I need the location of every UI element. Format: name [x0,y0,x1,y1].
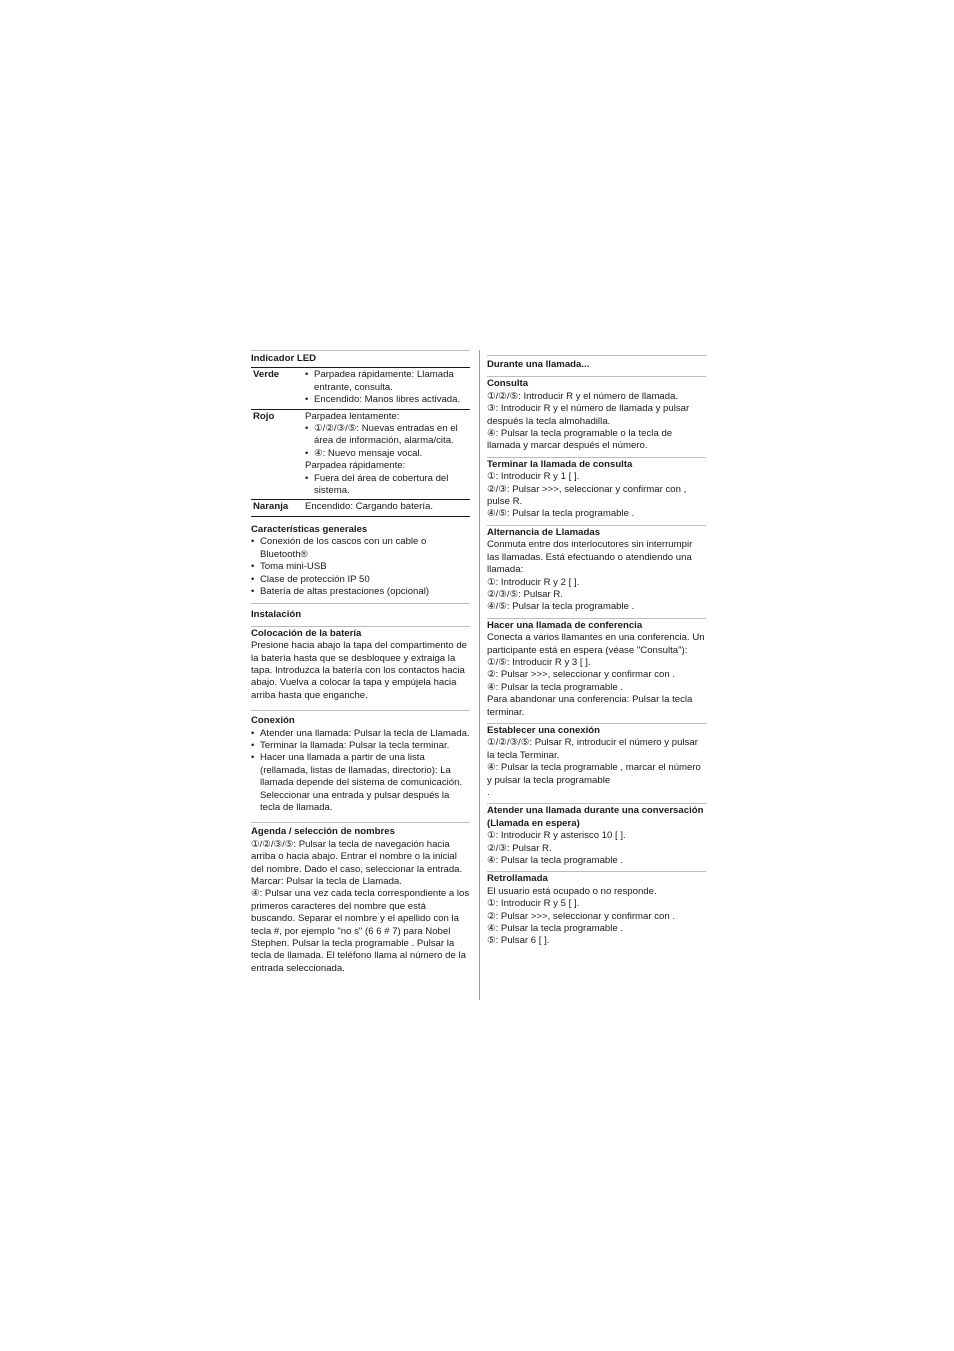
led-table [251,367,470,516]
section-line: ④: Pulsar la tecla programable , marcar el número y pulsar la tecla programable [487,762,701,786]
section-line: ③: Introducir R y el número de llamada y pulsar después la tecla almohadilla. [487,403,690,427]
section-line: ①: Introducir R y 2 [ ]. [487,576,580,588]
connection-list [251,728,470,815]
battery-title: Colocación de la batería [251,627,362,639]
list-item: • Toma mini-USB [251,561,470,573]
section-line: El usuario está ocupado o no responde. [487,885,657,897]
section-title: Consulta [487,378,529,390]
led-text: Encendido: Cargando batería. [305,501,434,513]
section-line: ④: Pulsar la tecla programable . [487,681,624,693]
section-title: Hacer una llamada de conferencia [487,619,643,631]
connection-title: Conexión [251,715,295,727]
led-title: Indicador LED [251,353,317,364]
section [487,458,706,521]
section-line: ④: Pulsar la tecla programable . [487,855,624,867]
led-bullet: • ①/②/③/⑤: Nuevas entradas en el área de información, alarma/cita. [305,423,470,448]
section [487,724,706,799]
section-line: Para abandonar una conferencia: Pulsar la tecla terminar. [487,694,693,718]
section-line: ①/②/③/⑤: Pulsar R, introducir el número y pulsar la tecla Terminar. [487,737,698,761]
led-bullet: • Fuera del área de cobertura del sistema. [305,473,470,498]
features-list [251,536,470,598]
section-title: Terminar la llamada de consulta [487,458,633,470]
led-description [305,500,470,516]
led-text: Parpadea lentamente: [305,410,400,422]
led-bullet: • Parpadea rápidamente: Llamada entrante, consulta. [305,369,470,394]
section [487,872,706,947]
section-line: Conecta a varios llamantes en una conferencia. Un participante está en espera (véase "Consulta"): [487,632,705,656]
section-line: ②: Pulsar >>>, seleccionar y confirmar con . [487,910,676,922]
section-line: ④: Pulsar la tecla programable . [487,923,624,935]
led-row [251,500,470,516]
list-item: • Batería de altas prestaciones (opcional) [251,586,470,598]
section-title: Establecer una conexión [487,724,601,736]
section [487,377,706,452]
section-line: ②/③/⑤: Pulsar R. [487,588,563,600]
section-line: ④/⑤: Pulsar la tecla programable . [487,601,635,613]
battery-text: Presione hacia abajo la tapa del compartimento de la batería hasta que se desbloquee y extraiga la tapa. Introduzca la batería con los contactos hacia abajo. Vuelva a colocar la tapa y empújela hacia arriba hasta que enganche. [251,640,467,701]
led-row [251,409,470,500]
led-bullet: • Encendido: Manos libres activada. [305,394,470,406]
features-title: Características generales [251,523,368,535]
led-text: Parpadea rápidamente: [305,460,406,472]
list-item: • Hacer una llamada a partir de una lista (rellamada, listas de llamadas, directorio): La llamada depende del sistema de comunicación. Seleccionar una entrada y pulsar después la tecla de llamada. [251,752,470,814]
right-column [487,355,706,948]
led-color: Verde [253,369,280,381]
section-title: Retrollamada [487,873,548,885]
during-call-title: Durante una llamada... [487,359,590,370]
section-line: ④: Pulsar la tecla programable o la tecla de llamada y marcar después el número. [487,428,673,452]
led-color: Rojo [253,410,275,422]
section [487,619,706,719]
led-row [251,368,470,409]
agenda-line: ④: Pulsar una vez cada tecla correspondiente a los primeros caracteres del nombre que está buscando. Separar el nombre y el apellido con la tecla #, por ejemplo "no s" (6 6 # 7) para Nobel Stephen. Pulsar la tecla programable . Pulsar la tecla de llamada. El teléfono llama al número de la entrada seleccionada. [251,888,470,974]
agenda-title: Agenda / selección de nombres [251,826,395,838]
list-item: • Atender una llamada: Pulsar la tecla de Llamada. [251,728,470,740]
section-line: ④/⑤: Pulsar la tecla programable . [487,508,635,520]
agenda-line: ①/②/③/⑤: Pulsar la tecla de navegación hacia arriba o hacia abajo. Entrar el nombre o la inicial del nombre. Dado el caso, seleccionar la entrada. Marcar: Pulsar la tecla de Llamada. [251,838,463,888]
section-line: Conmuta entre dos interlocutores sin interrumpir las llamadas. Está efectuando o atendiendo una llamada: [487,539,693,576]
section-line: . [487,787,490,798]
led-bullet: • ④: Nuevo mensaje vocal. [305,448,470,460]
section [487,804,706,867]
section-title: Alternancia de Llamadas [487,526,601,538]
section-line: ①: Introducir R y 1 [ ]. [487,471,580,483]
section-title: Atender una llamada durante una conversación (Llamada en espera) [487,805,704,829]
led-description [305,368,470,409]
led-color: Naranja [253,501,289,513]
section-line: ①/⑤: Introducir R y 3 [ ]. [487,656,591,668]
section-line: ⑤: Pulsar 6 [ ]. [487,935,550,947]
section [487,526,706,614]
left-column [251,350,470,975]
list-item: • Conexión de los cascos con un cable o Bluetooth® [251,536,470,561]
install-title: Instalación [251,609,302,621]
section-line: ①: Introducir R y asterisco 10 [ ]. [487,830,626,842]
section-line: ②/③: Pulsar >>>, seleccionar y confirmar con , pulse R. [487,483,687,508]
section-line: ②/③: Pulsar R. [487,842,552,854]
column-divider [479,350,480,1000]
section-line: ①/②/⑤: Introducir R y el número de llamada. [487,390,679,402]
section-line: ②: Pulsar >>>, seleccionar y confirmar con . [487,669,676,681]
list-item: • Terminar la llamada: Pulsar la tecla terminar. [251,740,470,752]
list-item: • Clase de protección IP 50 [251,574,470,586]
section-line: ①: Introducir R y 5 [ ]. [487,898,580,910]
led-description [305,409,470,500]
